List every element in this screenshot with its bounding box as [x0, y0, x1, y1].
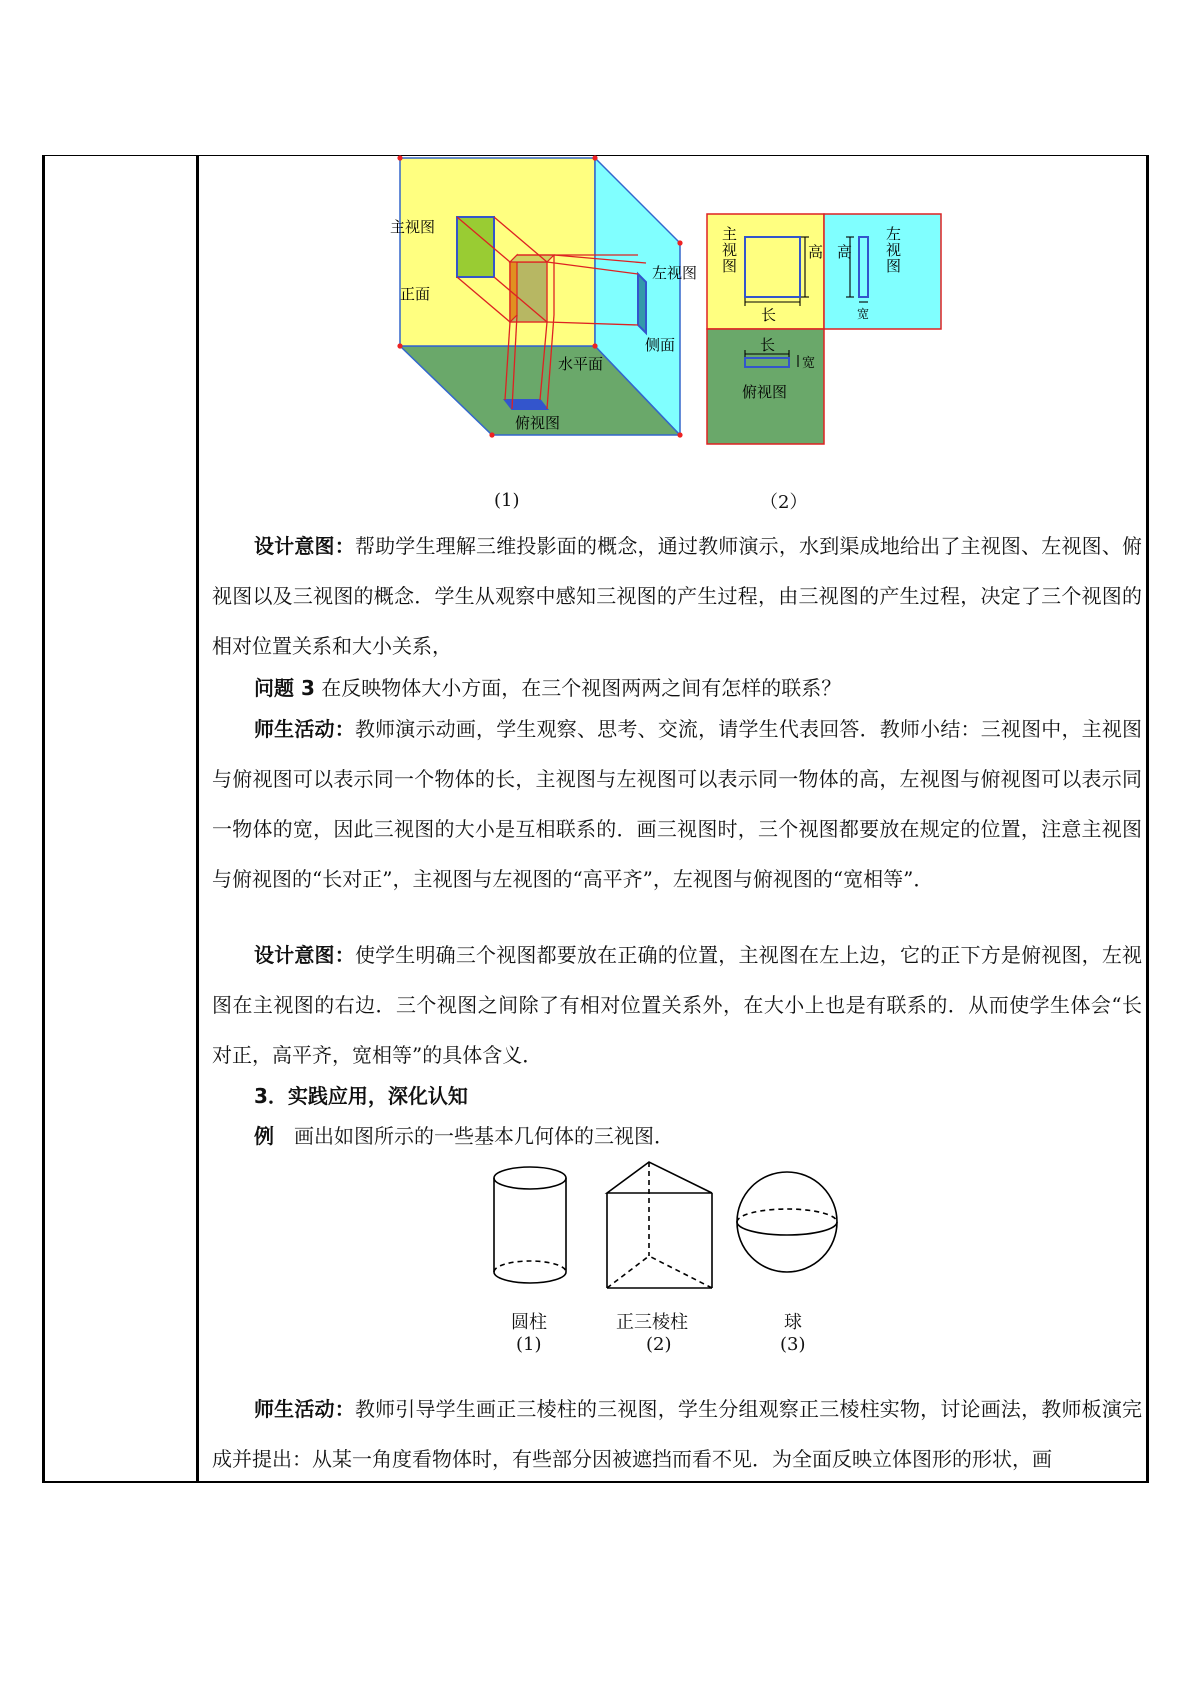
text-example: 画出如图所示的一些基本几何体的三视图．: [294, 1124, 674, 1148]
left-view-rect: [638, 274, 646, 333]
label-front-view-char-3: 图: [722, 257, 738, 275]
solid-num-cylinder: (1): [516, 1334, 542, 1355]
paragraph-activity-1: [212, 704, 1142, 904]
text-question-3: 在反映物体大小方面，在三个视图两两之间有怎样的联系？: [314, 676, 842, 700]
cylinder-shape: [494, 1167, 566, 1283]
label-front-face: 正面: [400, 285, 431, 303]
solid-num-prism: (2): [646, 1334, 672, 1355]
paragraph-design-intent-1: [212, 521, 1142, 671]
heading-question-3: 问题 3: [254, 676, 315, 700]
text-activity-2: 教师引导学生画正三棱柱的三视图，学生分组观察正三棱柱实物，讨论画法，教师板演完成并提出：从某一角度看物体时，有些部分因被遮挡而看不见．为全面反映立体图形的形状，画: [212, 1397, 1143, 1471]
top-view-rect: [505, 400, 547, 409]
basic-solids-figure: [485, 1160, 885, 1320]
paragraph-design-intent-2: [212, 930, 1142, 1080]
heading-activity-1: 师生活动：: [254, 717, 355, 741]
label-side-face: 侧面: [645, 336, 676, 354]
solid-top-face: [510, 255, 554, 262]
label-length-top: 长: [760, 336, 776, 354]
front-view-rect: [457, 217, 494, 277]
label-height-front: 高: [808, 243, 824, 261]
text-design-intent-1: 帮助学生理解三维投影面的概念，通过教师演示，水到渠成地给出了主视图、左视图、俯视图以及三视图的概念．学生从观察中感知三视图的产生过程，由三视图的产生过程，决定了三个视图的相对位置关系和大小关系，: [212, 534, 1143, 658]
solid-name-prism: 正三棱柱: [616, 1312, 688, 1333]
heading-design-intent-1: 设计意图：: [254, 534, 355, 558]
label-height-left: 高: [837, 243, 853, 261]
projection-planes-figure: [390, 150, 720, 450]
sphere-shape: [737, 1172, 837, 1272]
paragraph-activity-2: [212, 1384, 1142, 1484]
solid-name-sphere: 球: [784, 1312, 802, 1333]
three-views-layout-figure: [705, 210, 945, 445]
label-front-view: 主视图: [390, 218, 436, 236]
label-left-view: 左视图: [652, 264, 698, 282]
label-top-view: 俯视图: [742, 383, 788, 401]
label-horizontal-face: 水平面: [558, 355, 604, 373]
triangular-prism-shape: [607, 1162, 712, 1288]
heading-activity-2: 师生活动：: [254, 1397, 355, 1421]
solid-num-sphere: (3): [780, 1334, 806, 1355]
label-front-view-char-1: 主: [722, 225, 738, 243]
table-column-divider: [196, 155, 199, 1483]
solid-name-cylinder: 圆柱: [511, 1312, 547, 1333]
solid-side-face: [510, 255, 517, 322]
figure1-caption: (1): [494, 490, 520, 511]
text-design-intent-2: 使学生明确三个视图都要放在正确的位置，主视图在左上边，它的正下方是俯视图，左视图在主视图的右边．三个视图之间除了有相对位置关系外，在大小上也是有联系的．从而使学生体会“长对正，高平齐，宽相等”的具体含义．: [212, 943, 1143, 1067]
figure2-caption: （2）: [760, 492, 808, 513]
label-left-view-char-1: 左: [886, 225, 902, 243]
heading-section-3: 3．实践应用，深化认知: [254, 1084, 468, 1108]
heading-example: 例: [254, 1124, 274, 1148]
paragraph-example: [212, 1111, 1142, 1161]
label-left-view-char-2: 视: [886, 241, 902, 259]
label-width-top: 宽: [802, 356, 816, 371]
label-width-left: 宽: [857, 307, 870, 321]
label-top-view: 俯视图: [515, 414, 561, 432]
label-front-view-char-2: 视: [722, 241, 738, 259]
label-left-view-char-3: 图: [886, 257, 902, 275]
text-activity-1: 教师演示动画，学生观察、思考、交流，请学生代表回答．教师小结：三视图中，主视图与俯视图可以表示同一个物体的长，主视图与左视图可以表示同一物体的高，左视图与俯视图可以表示同一物体的宽，因此三视图的大小是互相联系的．画三视图时，三个视图都要放在规定的位置，注意主视图与俯视图的“长对正”，主视图与左视图的“高平齐”，左视图与俯视图的“宽相等”．: [212, 717, 1143, 891]
left-view-panel: [824, 214, 941, 329]
heading-design-intent-2: 设计意图：: [254, 943, 355, 967]
label-length-front: 长: [761, 306, 777, 324]
